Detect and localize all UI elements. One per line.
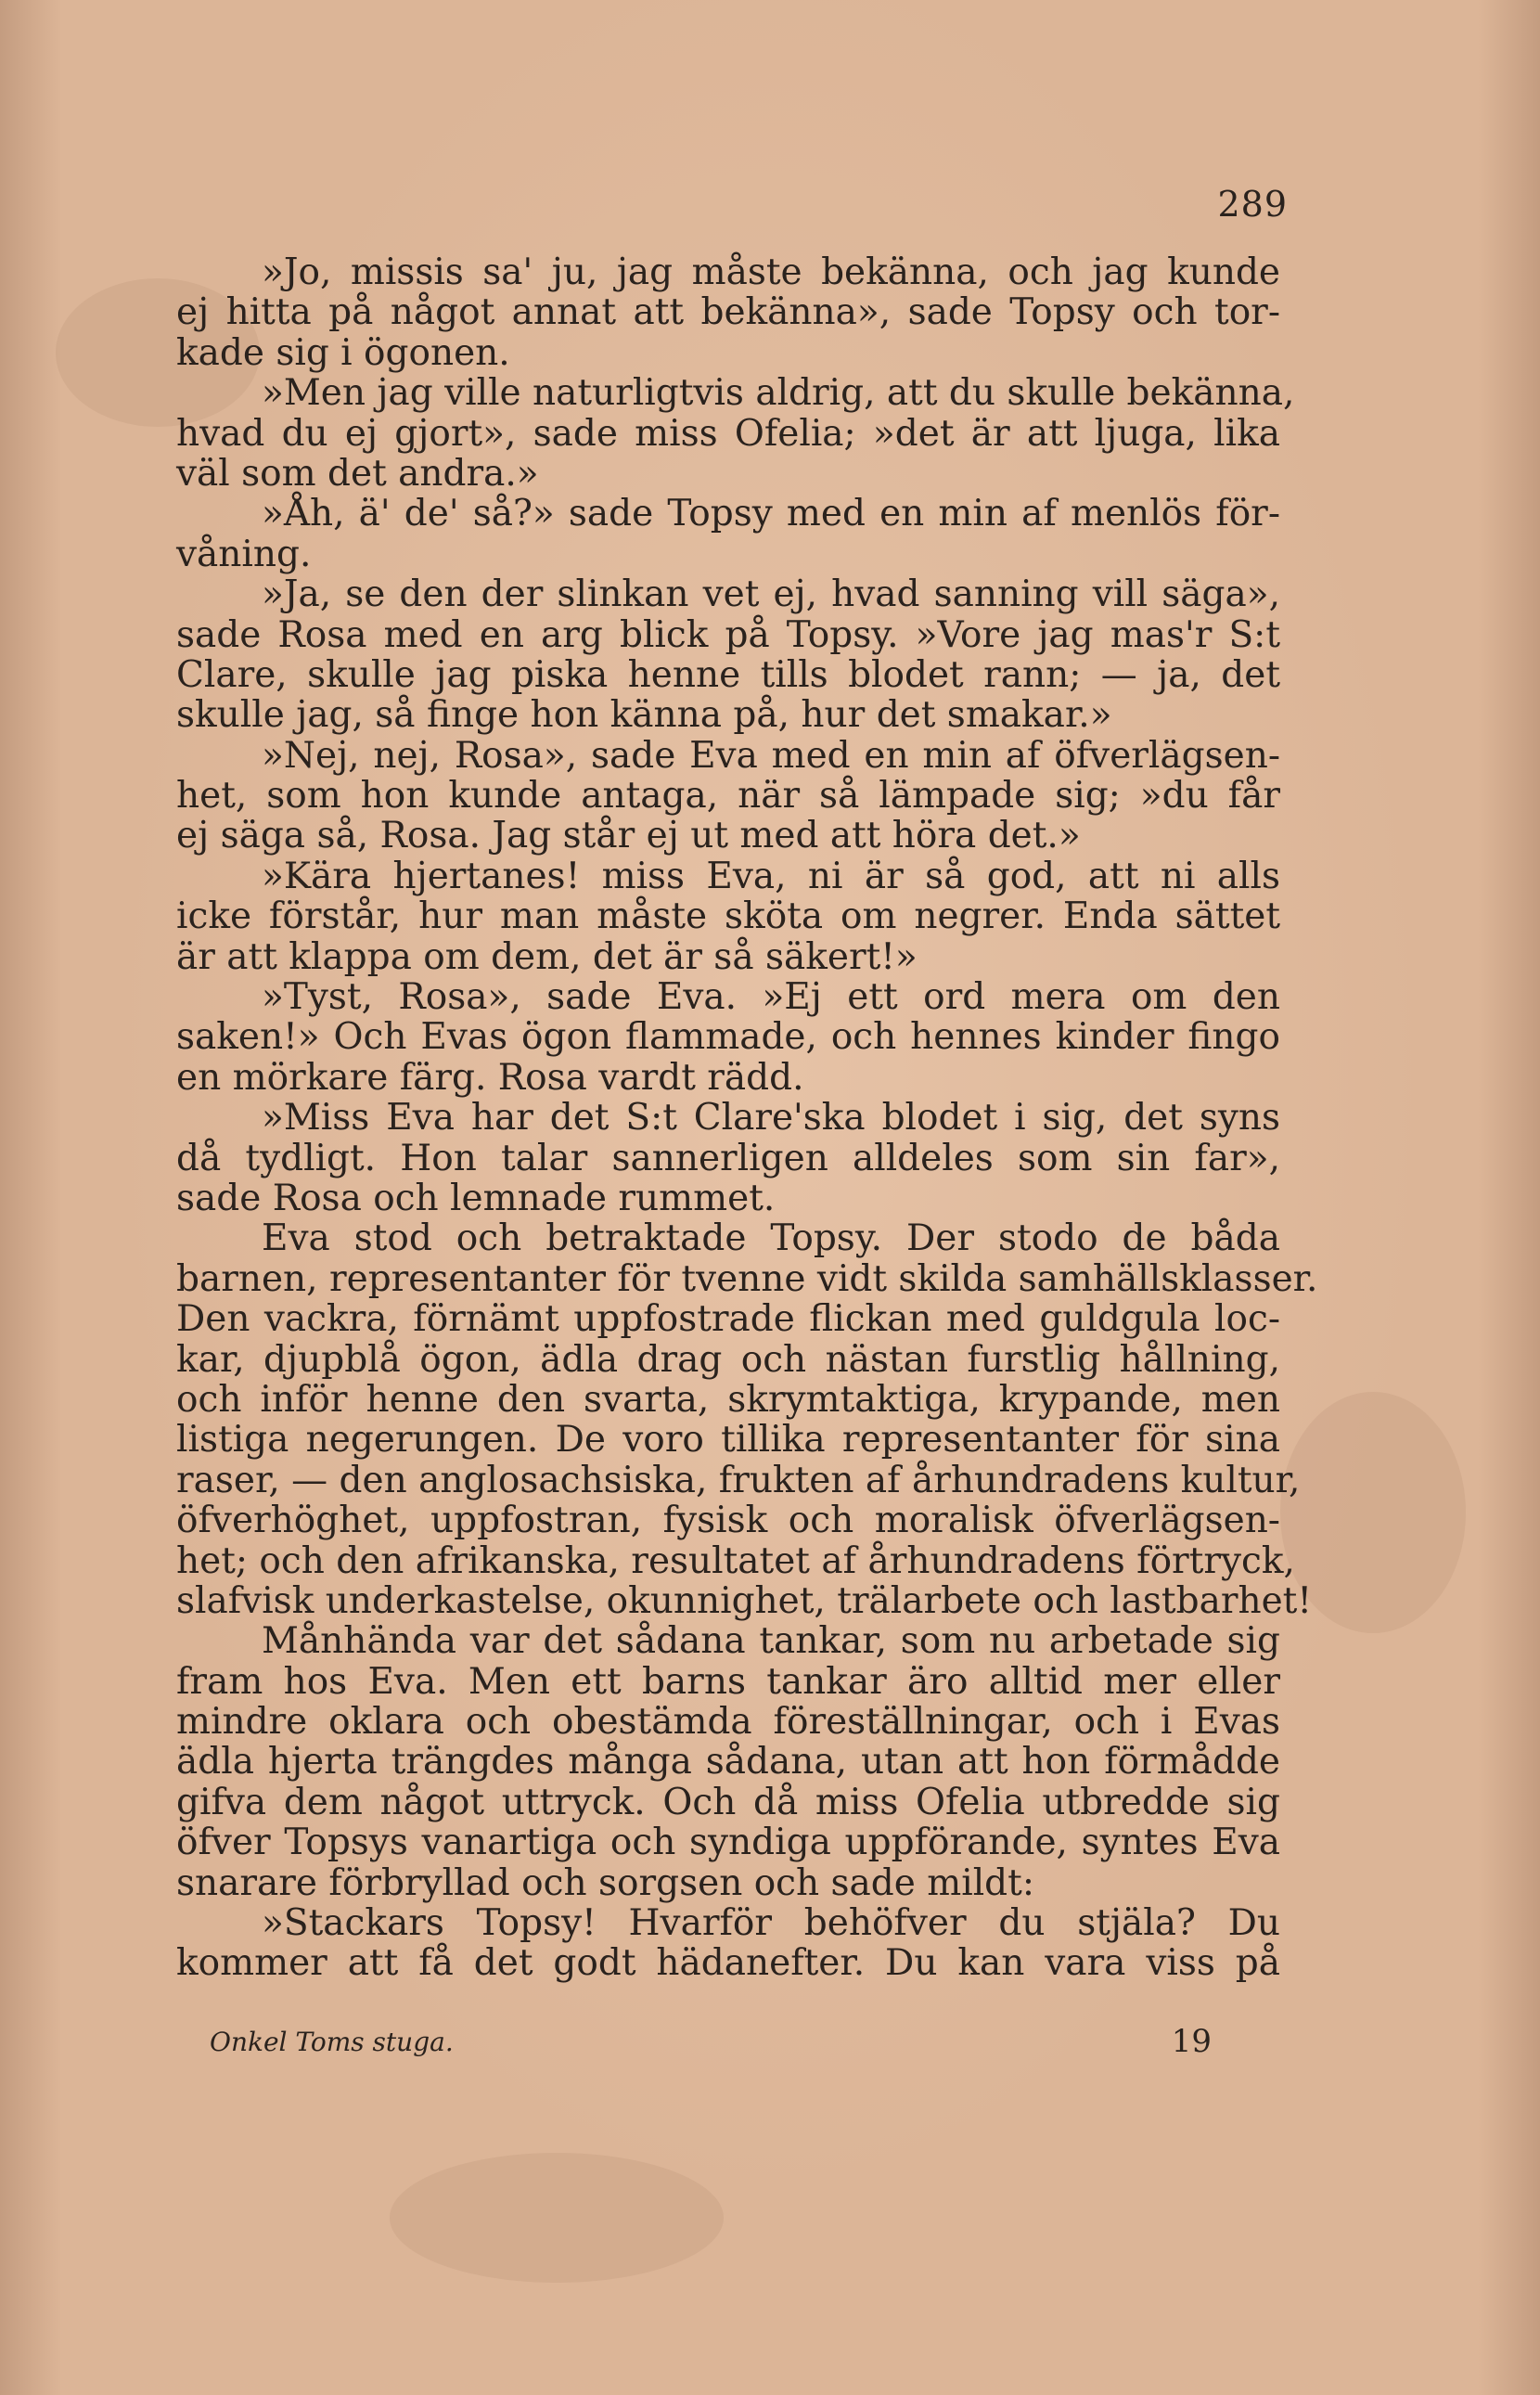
text-line: »Ja, se den der slinkan vet ej, hvad sanning vill säga»,	[262, 573, 1280, 616]
text-line: då tydligt. Hon talar sannerligen alldeles som sin far»,	[176, 1137, 1280, 1179]
page-number: 289	[1217, 184, 1288, 225]
text-line: het, som hon kunde antaga, när så lämpade sig; »du får	[176, 775, 1280, 818]
text-line: ej hitta på något annat att bekänna», sade Topsy och tor-	[176, 291, 1280, 334]
signature-mark: 19	[1171, 2023, 1212, 2060]
page-footer	[210, 2023, 1212, 2073]
text-line: fram hos Eva. Men ett barns tankar äro alltid mer eller	[176, 1660, 1280, 1703]
text-line: het; och den afrikanska, resultatet af århundradens förtryck,	[176, 1539, 1295, 1582]
text-line: är att klappa om dem, det är så säkert!»	[176, 935, 918, 978]
text-line: kommer att få det godt hädanefter. Du kan vara viss på	[176, 1942, 1280, 1985]
text-line: »Jo, missis sa' ju, jag måste bekänna, och jag kunde	[262, 251, 1280, 293]
text-line: »Nej, nej, Rosa», sade Eva med en min af öfverlägsen-	[262, 734, 1280, 777]
paper-stain	[390, 2153, 724, 2283]
running-footer-title: Onkel Toms stuga.	[210, 2027, 454, 2057]
text-line: Den vackra, förnämt uppfostrade flickan med guldgula loc-	[176, 1298, 1280, 1341]
text-line: »Kära hjertanes! miss Eva, ni är så god, att ni alls	[262, 855, 1280, 897]
text-line: hvad du ej gjort», sade miss Ofelia; »det är att ljuga, lika	[176, 412, 1280, 455]
text-line: väl som det andra.»	[176, 452, 539, 495]
text-line: kade sig i ögonen.	[176, 331, 510, 374]
text-line: sade Rosa med en arg blick på Topsy. »Vore jag mas'r S:t	[176, 613, 1280, 656]
text-line: ej säga så, Rosa. Jag står ej ut med att höra det.»	[176, 815, 1081, 857]
text-line: sade Rosa och lemnade rummet.	[176, 1177, 776, 1219]
body-text	[176, 251, 1318, 1985]
text-line: öfverhöghet, uppfostran, fysisk och moralisk öfverlägsen-	[176, 1500, 1280, 1542]
text-line: »Tyst, Rosa», sade Eva. »Ej ett ord mera om den	[262, 976, 1280, 1019]
text-line: ädla hjerta trängdes många sådana, utan att hon förmådde	[176, 1741, 1280, 1783]
text-line: snarare förbryllad och sorgsen och sade mildt:	[176, 1861, 1034, 1904]
text-line: och inför henne den svarta, skrymtaktiga, krypande, men	[176, 1378, 1280, 1421]
text-line: »Åh, ä' de' så?» sade Topsy med en min af menlös för-	[262, 493, 1280, 535]
text-line: barnen, representanter för tvenne vidt skilda samhällsklasser.	[176, 1257, 1318, 1300]
text-line: öfver Topsys vanartiga och syndiga uppförande, syntes Eva	[176, 1822, 1280, 1864]
text-line: kar, djupblå ögon, ädla drag och nästan furstlig hållning,	[176, 1338, 1280, 1381]
text-line: raser, — den anglosachsiska, frukten af århundradens kultur,	[176, 1459, 1301, 1501]
text-line: »Men jag ville naturligtvis aldrig, att du skulle bekänna,	[262, 372, 1295, 415]
text-line: gifva dem något uttryck. Och då miss Ofelia utbredde sig	[176, 1781, 1280, 1823]
text-line: icke förstår, hur man måste sköta om negrer. Enda sättet	[176, 895, 1280, 938]
text-line: våning.	[176, 533, 312, 575]
text-line: Eva stod och betraktade Topsy. Der stodo de båda	[262, 1217, 1280, 1260]
text-line: »Stackars Topsy! Hvarför behöfver du stjäla? Du	[262, 1902, 1280, 1945]
text-line: »Miss Eva har det S:t Clare'ska blodet i sig, det syns	[262, 1097, 1280, 1140]
text-line: Månhända var det sådana tankar, som nu arbetade sig	[262, 1620, 1280, 1663]
text-line: saken!» Och Evas ögon flammade, och hennes kinder fingo	[176, 1016, 1280, 1059]
text-line: mindre oklara och obestämda föreställningar, och i Evas	[176, 1701, 1280, 1744]
text-line: Clare, skulle jag piska henne tills blodet rann; — ja, det	[176, 653, 1280, 696]
text-line: skulle jag, så finge hon känna på, hur det smakar.»	[176, 694, 1112, 737]
text-line: listiga negerungen. De voro tillika representanter för sina	[176, 1419, 1280, 1461]
text-line: en mörkare färg. Rosa vardt rädd.	[176, 1056, 804, 1099]
text-line: slafvisk underkastelse, okunnighet, trälarbete och lastbarhet!	[176, 1579, 1313, 1622]
